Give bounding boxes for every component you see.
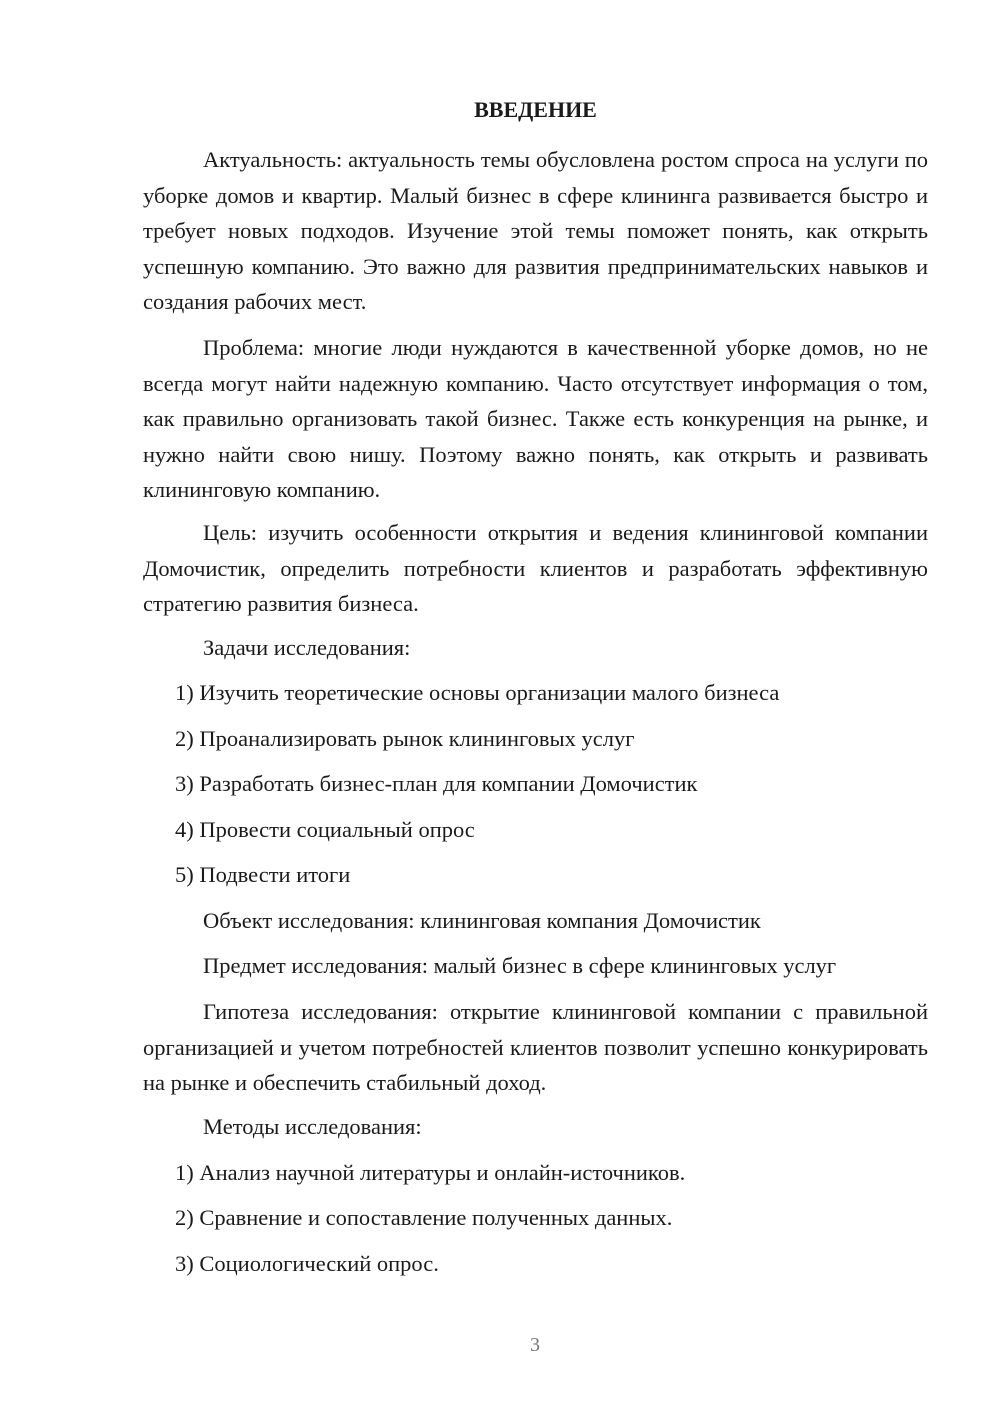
method-item: 2) Сравнение и сопоставление полученных данных. bbox=[175, 1205, 673, 1230]
task-item: 1) Изучить теоретические основы организации малого бизнеса bbox=[175, 680, 780, 705]
task-item: 3) Разработать бизнес-план для компании Домочистик bbox=[175, 771, 698, 796]
subject-paragraph: Предмет исследования: малый бизнес в сфере клининговых услуг bbox=[203, 953, 837, 978]
tasks-heading: Задачи исследования: bbox=[203, 635, 411, 660]
page-title: ВВЕДЕНИЕ bbox=[474, 97, 597, 122]
problem-paragraph: Проблема: многие люди нуждаются в качественной уборке домов, но не всегда могут найти надежную компанию. Часто отсутствует информация о том, как правильно организовать такой бизнес. Также есть конкуренция на рынке, и нужно найти свою нишу. Поэтому важно понять, как открыть и развивать клининговую компанию. bbox=[143, 335, 928, 502]
method-item: 1) Анализ научной литературы и онлайн-источников. bbox=[175, 1160, 686, 1185]
task-item: 4) Провести социальный опрос bbox=[175, 817, 475, 842]
task-item: 2) Проанализировать рынок клининговых услуг bbox=[175, 726, 635, 751]
goal-paragraph: Цель: изучить особенности открытия и ведения клининговой компании Домочистик, определить потребности клиентов и разработать эффективную стратегию развития бизнеса. bbox=[143, 520, 928, 616]
task-item: 5) Подвести итоги bbox=[175, 862, 351, 887]
relevance-paragraph: Актуальность: актуальность темы обусловлена ростом спроса на услуги по уборке домов и квартир. Малый бизнес в сфере клининга развивается быстро и требует новых подходов. Изучение этой темы поможет понять, как открыть успешную компанию. Это важно для развития предпринимательских навыков и создания рабочих мест. bbox=[143, 147, 928, 314]
object-paragraph: Объект исследования: клининговая компания Домочистик bbox=[203, 908, 761, 933]
method-item: 3) Социологический опрос. bbox=[175, 1251, 439, 1276]
hypothesis-paragraph: Гипотеза исследования: открытие клининговой компании с правильной организацией и учетом потребностей клиентов позволит успешно конкурировать на рынке и обеспечить стабильный доход. bbox=[143, 999, 928, 1095]
page-number: 3 bbox=[530, 1334, 540, 1356]
methods-heading: Методы исследования: bbox=[203, 1114, 422, 1139]
